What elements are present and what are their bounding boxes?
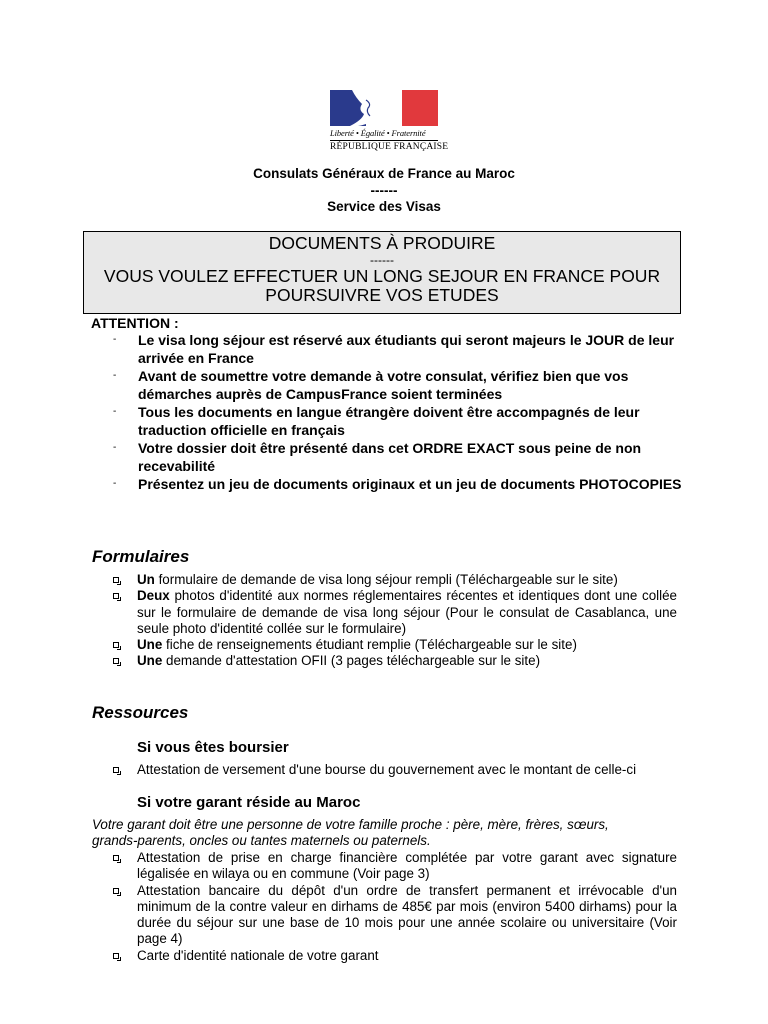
box-title: DOCUMENTS À PRODUIRE [268,233,496,253]
square-bullet-icon [113,767,119,773]
square-bullet-icon [113,888,119,894]
section-title-formulaires: Formulaires [92,547,190,566]
header-separator: ------ [370,182,398,198]
garant-item: Carte d'identité nationale de votre garant [113,948,677,964]
dash-bullet-icon: - [113,370,117,381]
box-subtitle-line2: POURSUIVRE VOS ETUDES [265,285,499,305]
formulaire-item: Une fiche de renseignements étudiant remplie (Téléchargeable sur le site) [113,637,677,653]
square-bullet-icon [113,953,119,959]
attention-item: - Votre dossier doit être présenté dans cet ORDRE EXACT sous peine de non recevabilité [113,440,642,474]
french-flag-marianne-icon [330,90,438,126]
square-bullet-icon [113,593,119,599]
square-bullet-icon [113,658,119,664]
formulaire-item: Une demande d'attestation OFII (3 pages téléchargeable sur le site) [113,653,677,669]
garant-list [113,850,677,964]
formulaires-list [113,572,677,670]
dash-bullet-icon: - [113,442,117,453]
subtitle-boursier: Si vous êtes boursier [137,739,289,756]
subtitle-garant: Si votre garant réside au Maroc [137,794,361,811]
dash-bullet-icon: - [113,334,117,345]
box-separator: ------ [370,252,394,267]
boursier-item: Attestation de versement d'une bourse du gouvernement avec le montant de celle-ci [113,762,677,778]
dash-bullet-icon: - [113,406,117,417]
garant-item: Attestation de prise en charge financière complétée par votre garant avec signature légalisée en wilaya ou en commune (Voir page 3) [113,850,677,883]
logo-divider [330,140,438,141]
flag-red-band [402,90,438,126]
attention-item: - Présentez un jeu de documents originaux et un jeu de documents PHOTOCOPIES [113,476,682,492]
attention-item: - Tous les documents en langue étrangère doivent être accompagnés de leur traduction officielle en français [113,404,640,438]
attention-item: - Avant de soumettre votre demande à votre consulat, vérifiez bien que vos démarches auprès de CampusFrance soient terminées [113,368,629,402]
garant-item: Attestation bancaire du dépôt d'un ordre de transfert permanent et irrévocable d'un minimum de la contre valeur en dirhams de 485€ par mois (environ 5400 dirhams) pour la durée du séjour sur une base de 10 mois pour une année scolaire ou universitaire (Voir page 4) [113,883,677,948]
document-header [0,166,768,216]
boursier-list [113,762,677,778]
header-consulats: Consulats Généraux de France au Maroc [253,166,515,181]
square-bullet-icon [113,855,119,861]
attention-label: ATTENTION : [91,315,179,331]
section-title-ressources: Ressources [92,703,189,722]
header-service-visas: Service des Visas [327,199,441,214]
republique-francaise-logo [330,90,449,154]
garant-note: Votre garant doit être une personne de votre famille proche : père, mère, frères, sœurs, grands-parents, oncles ou tantes maternels ou paternels. [92,817,609,848]
logo-republique-francaise: RÉPUBLIQUE FRANÇAISE [330,142,449,152]
attention-item: - Le visa long séjour est réservé aux étudiants qui seront majeurs le JOUR de leur arrivée en France [113,332,675,366]
square-bullet-icon [113,577,119,583]
box-subtitle-line1: VOUS VOULEZ EFFECTUER UN LONG SEJOUR EN FRANCE POUR [103,265,661,286]
formulaire-item: Deux photos d'identité aux normes réglementaires récentes et identiques dont une collée sur le formulaire de demande de visa long séjour (Pour le consulat de Casablanca, une seule photo d'identité collée sur le formulaire) [113,588,677,637]
square-bullet-icon [113,642,119,648]
formulaire-item: Un formulaire de demande de visa long séjour rempli (Téléchargeable sur le site) [113,572,677,588]
attention-list [113,331,683,493]
marianne-profile-icon [348,90,388,126]
logo-motto: Liberté • Égalité • Fraternité [330,128,426,138]
title-box [83,231,681,314]
dash-bullet-icon: - [113,478,117,489]
